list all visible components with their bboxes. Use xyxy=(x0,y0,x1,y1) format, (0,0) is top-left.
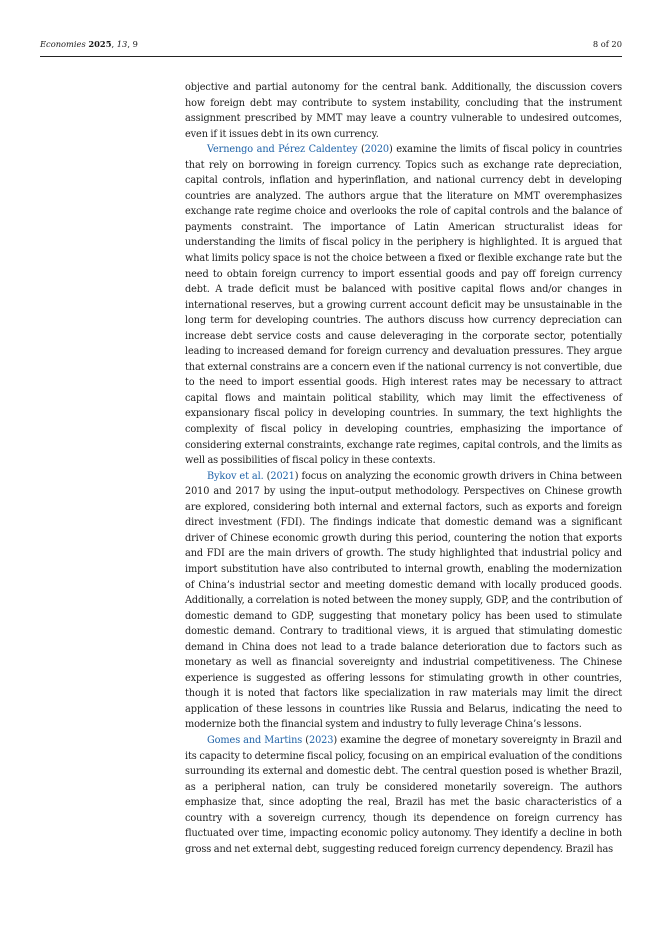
paragraph-bykov: Bykov et al. (2021) focus on analyzing the economic growth drivers in China between 2010 and 2017 by using the input–output methodology. Perspectives on Chinese growth are explored, considering both internal and external factors, such as exports and foreign direct investment (FDI). The findings indicate that domestic demand was a significant driver of Chinese economic growth during this period, countering the notion that exports and FDI are the main drivers of growth. The study highlighted that industrial policy and import substitution have also contributed to internal growth, enabling the modernization of China’s industrial sector and meeting domestic demand with locally produced goods. Additionally, a correlation is noted between the money supply, GDP, and the contribution of domestic demand to GDP, suggesting that monetary policy has been used to stimulate domestic demand. Contrary to traditional views, it is argued that stimulating domestic demand in China does not lead to a trade balance deterioration due to factors such as monetary as well as financial sovereignty and industrial competitiveness. The Chinese experience is suggested as offering lessons for stimulating growth in other countries, though it is noted that factors like specialization in raw materials may limit the direct application of these lessons in countries like Russia and Belarus, indicating the need to modernize both the financial system and industry to fully leverage China’s lessons. xyxy=(185,470,622,731)
page-number: 8 of 20 xyxy=(592,39,622,49)
journal-volume: 13 xyxy=(116,39,128,49)
journal-issue: 9 xyxy=(132,39,138,49)
citation-link[interactable]: Gomes and Martins xyxy=(207,734,303,746)
citation-year-link[interactable]: 2021 xyxy=(270,470,295,482)
journal-citation: Economies 2025, 13, 9 xyxy=(40,39,138,49)
running-header xyxy=(40,38,622,50)
citation-link[interactable]: Vernengo and Pérez Caldentey xyxy=(207,144,358,156)
paragraph-gomes: Gomes and Martins (2023) examine the degree of monetary sovereignty in Brazil and its capacity to determine fiscal policy, focusing on an empirical evaluation of the conditions surrounding its external and domestic debt. The central question posed is whether Brazil, as a peripheral nation, can truly be considered monetarily sovereign. The authors emphasize that, since adopting the real, Brazil has met the basic characteristics of a country with a sovereign currency, though its dependence on foreign currency has fluctuated over time, impacting economic policy autonomy. They identify a decline in both gross and net external debt, suggesting reduced foreign currency dependency. Brazil has xyxy=(185,734,623,855)
header-rule xyxy=(40,56,622,57)
journal-name: Economies xyxy=(40,39,86,49)
paragraph-text: focus on analyzing the economic growth drivers in China between 2010 and 2017 by using the input–output methodology. Perspectives on Chinese growth are explored, considering both internal and external factors, such as exports and foreign direct investment (FDI). The findings indicate that domestic demand was a significant driver of Chinese economic growth during this period, countering the notion that exports and FDI are the main drivers of growth. The study highlighted that industrial policy and import substitution have also contributed to internal growth, enabling the modernization of China’s industrial sector and meeting domestic demand with locally produced goods. Additionally, a correlation is noted between the money supply, GDP, and the contribution of domestic demand to GDP, suggesting that monetary policy has been used to stimulate domestic demand. Contrary to traditional views, it is argued that stimulating domestic demand in China does not lead to a trade balance deterioration due to factors such as monetary as well as financial sovereignty and industrial competitiveness. The Chinese experience is suggested as offering lessons for stimulating growth in other countries, though it is noted that factors like specialization in raw materials may limit the direct application of these lessons in countries like Russia and Belarus, indicating the need to modernize both the financial system and industry to fully leverage China’s lessons. xyxy=(185,470,622,731)
journal-year: 2025 xyxy=(88,39,112,49)
paragraph-vernengo: Vernengo and Pérez Caldentey (2020) examine the limits of fiscal policy in countries that rely on borrowing in foreign currency. Topics such as exchange rate depreciation, capital controls, inflation and hyperinflation, and national currency debt in developing countries are analyzed. The authors argue that the literature on MMT overemphasizes exchange rate regime choice and overlooks the role of capital controls and the balance of payments constraint. The importance of Latin American structuralist ideas for understanding the limits of fiscal policy in the periphery is highlighted. It is argued that what limits policy space is not the choice between a fixed or flexible exchange rate but the need to obtain foreign currency to import essential goods and pay off foreign currency debt. A trade deficit must be balanced with positive capital flows and/or changes in international reserves, but a growing current account deficit may be unsustainable in the long term for developing countries. The authors discuss how currency depreciation can increase debt service costs and cause deleveraging in the corporate sector, potentially leading to increased demand for foreign currency and devaluation pressures. They argue that external constrains are a concern even if the national currency is not convertible, due to the need to import essential goods. High interest rates may be necessary to attract capital flows and maintain political stability, which may limit the effectiveness of expansionary fiscal policy in developing countries. In summary, the text highlights the complexity of fiscal policy in developing countries, emphasizing the importance of considering external constraints, exchange rate regimes, capital controls, and the limits as well as possibilities of fiscal policy in these contexts. xyxy=(185,144,623,467)
citation-year-link[interactable]: 2023 xyxy=(308,734,334,746)
paragraph-continuation xyxy=(185,80,622,142)
paragraph-text: examine the limits of fiscal policy in countries that rely on borrowing in foreign currency. Topics such as exchange rate depreciation, capital controls, inflation and hyperinflation, and national currency debt in developing countries are analyzed. The authors argue that the literature on MMT overemphasizes exchange rate regime choice and overlooks the role of capital controls and the balance of payments constraint. The importance of Latin American structuralist ideas for understanding the limits of fiscal policy in the periphery is highlighted. It is argued that what limits policy space is not the choice between a fixed or flexible exchange rate but the need to obtain foreign currency to import essential goods and pay off foreign currency debt. A trade deficit must be balanced with positive capital flows and/or changes in international reserves, but a growing current account deficit may be unsustainable in the long term for developing countries. The authors discuss how currency depreciation can increase debt service costs and cause deleveraging in the corporate sector, potentially leading to increased demand for foreign currency and devaluation pressures. They argue that external constrains are a concern even if the national currency is not convertible, due to the need to import essential goods. High interest rates may be necessary to attract capital flows and maintain political stability, which may limit the effectiveness of expansionary fiscal policy in developing countries. In summary, the text highlights the complexity of fiscal policy in developing countries, emphasizing the importance of considering external constraints, exchange rate regimes, capital controls, and the limits as well as possibilities of fiscal policy in these contexts. xyxy=(185,144,623,467)
paragraph-text: examine the degree of monetary sovereignty in Brazil and its capacity to determine fiscal policy, focusing on an empirical evaluation of the conditions surrounding its external and domestic debt. The central question posed is whether Brazil, as a peripheral nation, can truly be considered monetarily sovereign. The authors emphasize that, since adopting the real, Brazil has met the basic characteristics of a country with a sovereign currency, though its dependence on foreign currency has fluctuated over time, impacting economic policy autonomy. They identify a decline in both gross and net external debt, suggesting reduced foreign currency dependency. Brazil has xyxy=(185,734,623,855)
citation-link[interactable]: Bykov et al. xyxy=(207,470,264,482)
paragraph-text: objective and partial autonomy for the central bank. Additionally, the discussion covers how foreign debt may contribute to system instability, concluding that the instrument assignment prescribed by MMT may leave a country vulnerable to undesired outcomes, even if it issues debt in its own currency. xyxy=(185,82,622,140)
citation-year-link[interactable]: 2020 xyxy=(364,144,390,156)
article-body xyxy=(185,80,622,857)
